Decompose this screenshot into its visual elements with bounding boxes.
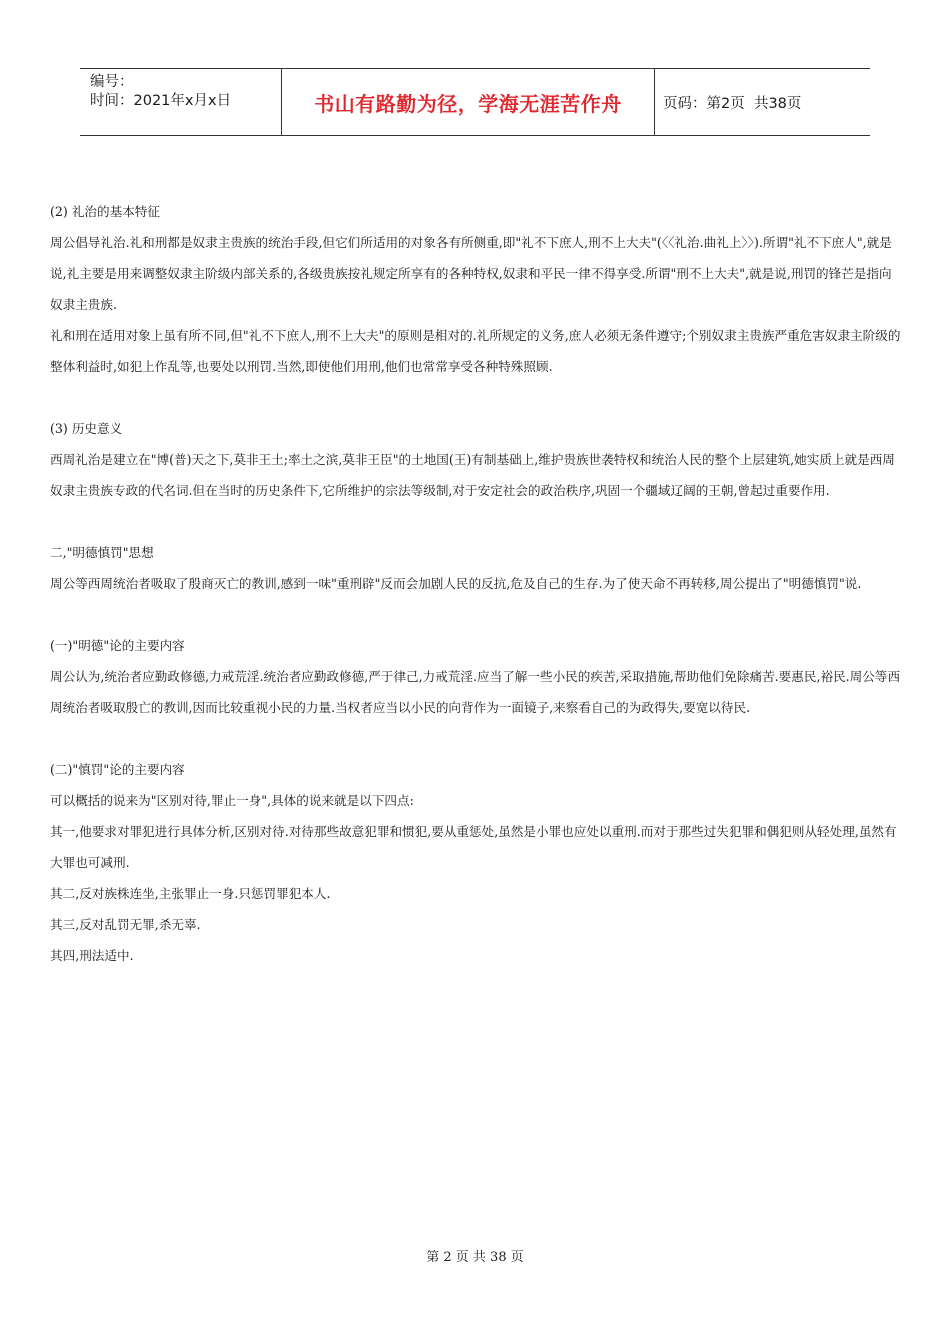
list-item: 其二,反对族株连坐,主张罪止一身.只惩罚罪犯本人. [50,886,331,901]
document-body [50,196,902,971]
header-page-label: 页码：第2页 共38页 [663,95,802,112]
section-heading-shenfa: (二)"慎罚"论的主要内容 [50,762,185,777]
page-footer: 第 2 页 共 38 页 [426,1250,524,1265]
paragraph: 周公等西周统治者吸取了殷商灭亡的教训,感到一味"重刑辟"反而会加剧人民的反抗,危及自己的生存.为了使天命不再转移,周公提出了"明德慎罚"说. [50,576,862,591]
paragraph: 周公认为,统治者应勤政修德,力戒荒淫.统治者应勤政修德,严于律己,力戒荒淫.应当了解一些小民的疾苦,采取措施,帮助他们免除痛苦.要惠民,裕民.周公等西周统治者吸取殷亡的教训,因而比较重视小民的力量.当权者应当以小民的向背作为一面镜子,来察看自己的为政得失,要宽以待民. [50,669,901,715]
header-page-cell [655,69,870,135]
paragraph: 可以概括的说来为"区别对待,罪止一身",具体的说来就是以下四点: [50,793,414,808]
list-item: 其三,反对乱罚无罪,杀无辜. [50,917,201,932]
paragraph: 西周礼治是建立在"博(普)天之下,莫非王土;率土之滨,莫非王臣"的土地国(王)有制基础上,维护贵族世袭特权和统治人民的整个上层建筑,她实质上就是西周奴隶主贵族专政的代名词.但在当时的历史条件下,它所维护的宗法等级制,对于安定社会的政治秩序,巩固一个疆域辽阔的王朝,曾起过重要作用. [50,452,895,498]
section-heading-significance: (3) 历史意义 [50,421,123,436]
header-info-cell [80,69,281,135]
header-motto: 书山有路勤为径，学海无涯苦作舟 [281,69,655,135]
paragraph: 礼和刑在适用对象上虽有所不同,但"礼不下庶人,刑不上大夫"的原则是相对的.礼所规定的义务,庶人必须无条件遵守;个别奴隶主贵族严重危害奴隶主阶级的整体利益时,如犯上作乱等,也要处以刑罚.当然,即使他们用刑,他们也常常享受各种特殊照顾. [50,328,901,374]
document-date-label: 时间：2021年x月x日 [90,93,232,109]
section-heading-mingde-shenfa: 二,"明德慎罚"思想 [50,545,154,560]
list-item: 其四,刑法适中. [50,948,134,963]
section-heading-characteristics: (2) 礼治的基本特征 [50,204,160,219]
paragraph: 周公倡导礼治.礼和刑都是奴隶主贵族的统治手段,但它们所适用的对象各有所侧重,即"礼不下庶人,刑不上大夫"(〈〈礼治.曲礼上〉〉).所谓"礼不下庶人",就是说,礼主要是用来调整奴隶主阶级内部关系的,各级贵族按礼规定所享有的各种特权,奴隶和平民一律不得享受.所谓"刑不上大夫",就是说,刑罚的锋芒是指向奴隶主贵族. [50,235,892,312]
document-number-label: 编号： [90,74,134,90]
list-item: 其一,他要求对罪犯进行具体分析,区别对待.对待那些故意犯罪和惯犯,要从重惩处,虽然是小罪也应处以重刑.而对于那些过失犯罪和偶犯则从轻处理,虽然有大罪也可减刑. [50,824,897,870]
section-heading-mingde: (一)"明德"论的主要内容 [50,638,185,653]
page-header [80,68,870,136]
